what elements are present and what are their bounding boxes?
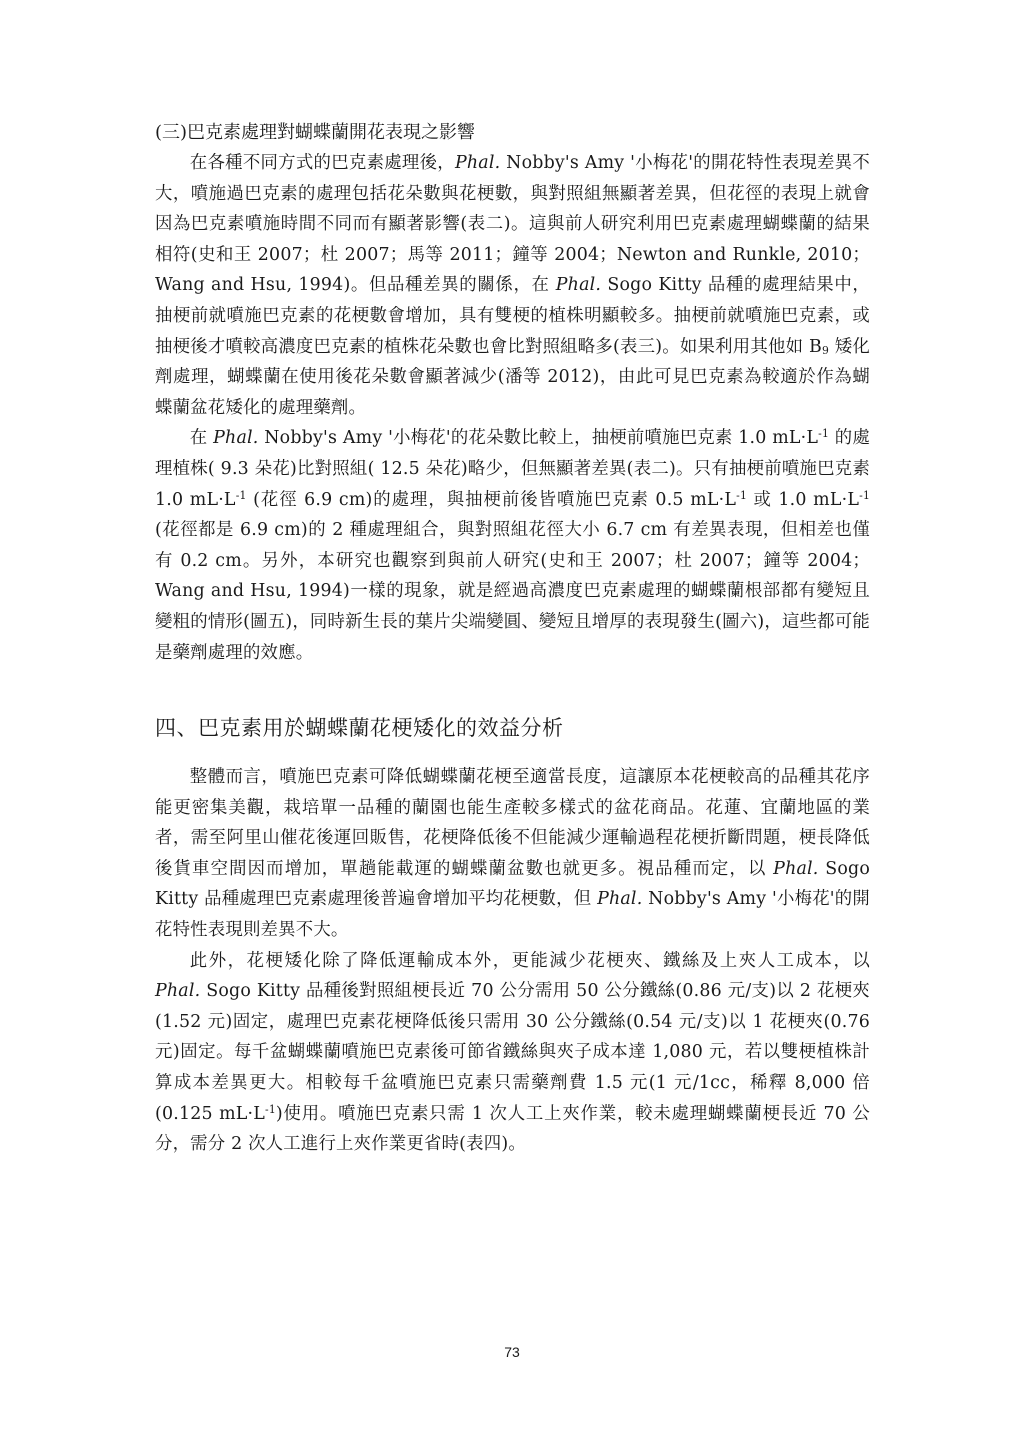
text: 整體而言，噴施巴克素可降低蝴蝶蘭花梗至適當長度，這讓原本花梗較高的品種其花序能更密集美觀，栽培單一品種的蘭園也能生產較多樣式的盆花商品。花蓮、宜蘭地區的業者，需至阿里山催花後運回販售，花梗降低後不但能減少運輸過程花梗折斷問題，梗長降低後貨車空間因而增加，單趟能載運的蝴蝶蘭盆數也就更多。視品種而定，以	[155, 767, 870, 879]
text: Nobby's Amy '小梅花'的開花特性表現則差異不大。	[155, 889, 870, 941]
text: 的處理植株( 9.3 朵花)比對照組( 12.5 朵花)略少，但無顯著差異(表二)。只有抽梗前噴施巴克素 1.0 mL·L	[155, 428, 870, 510]
genus-italic: Phal.	[454, 153, 501, 173]
text: Nobby's Amy '小梅花'的花朵數比較上，抽梗前噴施巴克素 1.0 mL·L	[258, 428, 819, 449]
page-number: 73	[504, 1344, 520, 1360]
genus-italic: Phal.	[597, 889, 643, 910]
paragraph-1	[155, 148, 870, 423]
genus-italic: Phal.	[155, 981, 201, 1002]
section-heading: 四、巴克素用於蝴蝶蘭花梗矮化的效益分析	[155, 716, 564, 741]
genus-italic: Phal.	[555, 275, 602, 296]
text: (花徑 6.9 cm)的處理，與抽梗前後皆噴施巴克素 0.5 mL·L	[246, 489, 737, 510]
text: Sogo Kitty 品種後對照組梗長近 70 公分需用 50 公分鐵絲(0.86 元/支)以 2 花梗夾(1.52 元)固定，處理巴克素花梗降低後只需用 30 公分鐵絲(0.54 元/支)以 1 花梗夾(0.76 元)固定。每千盆蝴蝶蘭噴施巴克素後可節省鐵絲與夾子成本達 1,080 元，若以雙梗植株計算成本差異更大。相較每千盆噴施巴克素只需藥劑費 1.5 元(1 元/1cc，稀釋 8,000 倍(0.125 mL·L	[155, 981, 870, 1124]
text: )使用。噴施巴克素只需 1 次人工上夾作業，較未處理蝴蝶蘭梗長近 70 公分，需分 2 次人工進行上夾作業更省時(表四)。	[155, 1103, 870, 1155]
superscript: -1	[859, 488, 870, 502]
text: 在各種不同方式的巴克素處理後，	[189, 153, 455, 173]
superscript: -1	[818, 427, 830, 441]
superscript: -1	[265, 1102, 276, 1116]
superscript: -1	[736, 488, 748, 502]
genus-italic: Phal.	[773, 858, 819, 879]
document-body	[155, 118, 870, 1160]
paragraph-4	[155, 946, 870, 1160]
subsection-heading: (三)巴克素處理對蝴蝶蘭開花表現之影響	[155, 122, 476, 143]
text: Nobby's Amy '小梅花'的開花特性表現差異不大，噴施過巴克素的處理包括花朵數與花梗數，與對照組無顯著差異，但花徑的表現上就會因為巴克素噴施時間不同而有顯著影響(表二)。這與前人研究利用巴克素處理蝴蝶蘭的結果相符(史和王 2007；杜 2007；馬等 2011；鐘等 2004；Newton and Runkle, 2010；Wang and Hsu, 1994)。但品種差異的關係，在	[155, 153, 870, 296]
paragraph-3	[155, 762, 870, 946]
text: (花徑都是 6.9 cm)的 2 種處理組合，與對照組花徑大小 6.7 cm 有差異表現，但相差也僅有 0.2 cm。另外，本研究也觀察到與前人研究(史和王 2007；杜 2007；鐘等 2004；Wang and Hsu, 1994)一樣的現象，就是經過高濃度巴克素處理的蝴蝶蘭根部都有變短且變粗的情形(圖五)，同時新生長的葉片尖端變圓、變短且增厚的表現發生(圖六)，這些都可能是藥劑處理的效應。	[155, 520, 870, 663]
text: Sogo Kitty 品種的處理結果中，抽梗前就噴施巴克素的花梗數會增加，具有雙梗的植株明顯較多。抽梗前就噴施巴克素，或抽梗後才噴較高濃度巴克素的植株花朵數也會比對照組略多(表三)。如果利用其他如 B	[155, 275, 870, 357]
text: Sogo Kitty 品種處理巴克素處理後普遍會增加平均花梗數，但	[155, 858, 871, 910]
genus-italic: Phal.	[213, 428, 259, 449]
text: 矮化劑處理，蝴蝶蘭在使用後花朵數會顯著減少(潘等 2012)，由此可見巴克素為較適於作為蝴蝶蘭盆花矮化的處理藥劑。	[155, 336, 870, 418]
text: 或 1.0 mL·L	[747, 489, 860, 510]
paragraph-2	[155, 423, 870, 668]
superscript: -1	[235, 488, 247, 502]
text: 在	[189, 428, 214, 449]
text: 此外，花梗矮化除了降低運輸成本外，更能減少花梗夾、鐵絲及上夾人工成本，以	[189, 950, 870, 971]
subscript: 9	[821, 343, 830, 357]
